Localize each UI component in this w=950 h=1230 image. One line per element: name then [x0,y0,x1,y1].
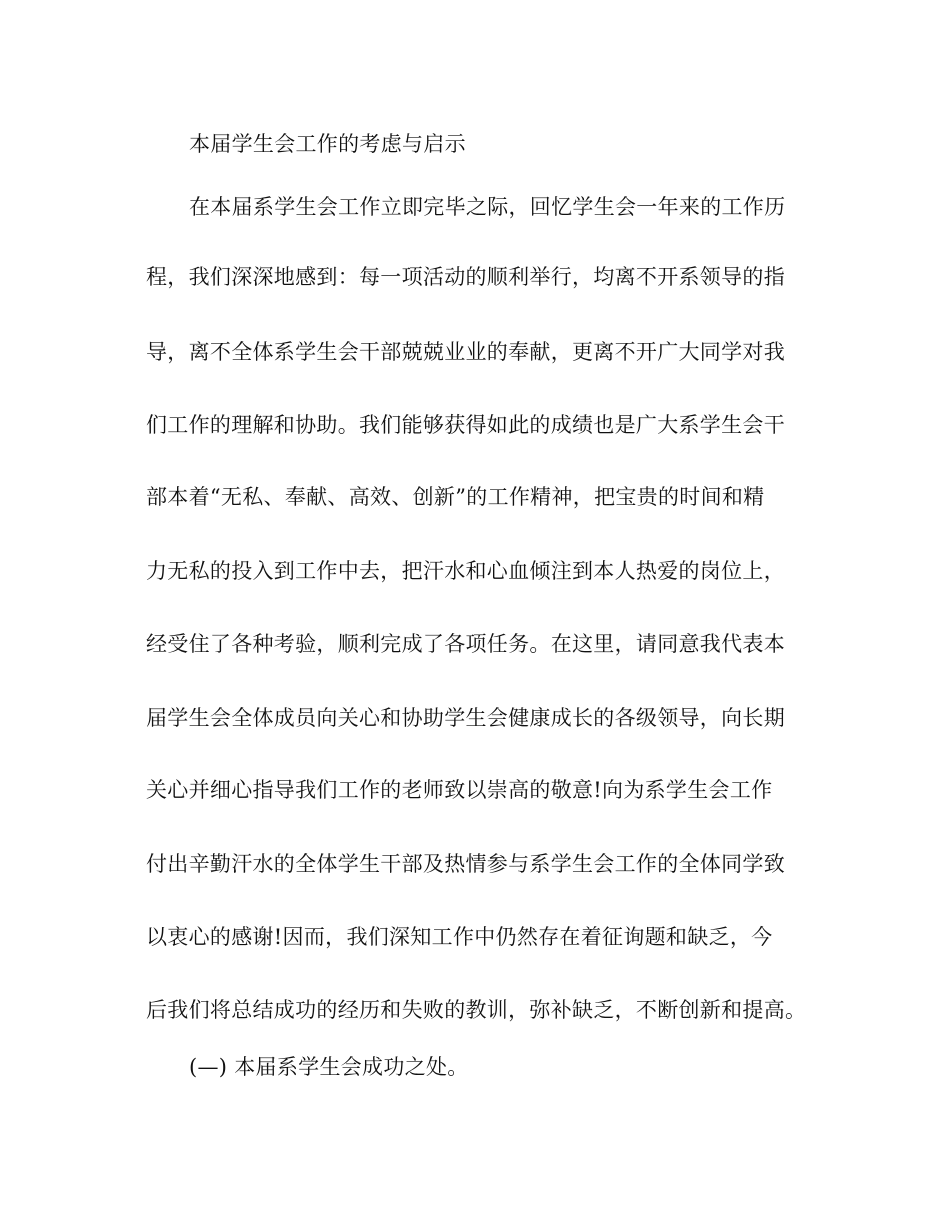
paragraph-line: 关心并细心指导我们工作的老师致以崇高的敬意!向为系学生会工作 [146,778,773,802]
paragraph-line: 以衷心的感谢!因而，我们深知工作中仍然存在着征询题和缺乏，今 [146,925,773,949]
paragraph-line: 导，离不全体系学生会干部兢兢业业的奉献，更离不开广大同学对我 [146,340,785,364]
paragraph-line: 届学生会全体成员向关心和协助学生会健康成长的各级领导，向长期 [146,706,785,730]
paragraph-line: 力无私的投入到工作中去，把汗水和心血倾注到本人热爱的岗位上， [146,559,785,583]
document-title: 本届学生会工作的考虑与启示 [189,132,466,156]
paragraph-line: 程，我们深深地感到：每一项活动的顺利举行，均离不开系领导的指 [146,265,785,289]
paragraph-line: 们工作的理解和协助。我们能够获得如此的成绩也是广大系学生会干 [146,413,785,437]
paragraph-line: 部本着“无私、奉献、高效、创新”的工作精神，把宝贵的时间和精 [146,485,765,509]
paragraph-line: 后我们将总结成功的经历和失败的教训，弥补缺乏，不断创新和提高。 [146,998,807,1022]
paragraph-line: 经受住了各种考验，顺利完成了各项任务。在这里，请同意我代表本 [146,632,785,656]
paragraph-line: 在本届系学生会工作立即完毕之际，回忆学生会一年来的工作历 [189,195,786,219]
paragraph-line: 付出辛勤汗水的全体学生干部及热情参与系学生会工作的全体同学致 [146,852,785,876]
section-heading: (—) 本届系学生会成功之处。 [189,1055,469,1079]
